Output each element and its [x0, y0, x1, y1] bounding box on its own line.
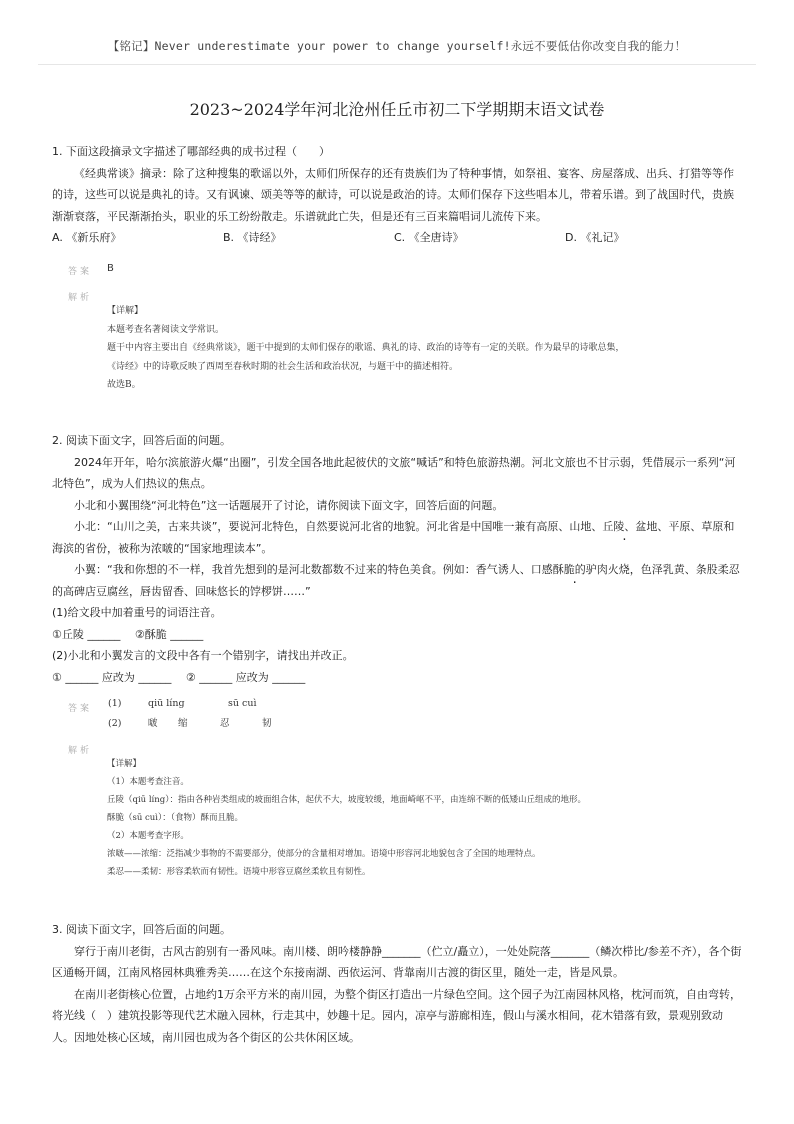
- explanation-line: 【详解】: [107, 306, 144, 316]
- answer-cell: 缩: [178, 718, 188, 729]
- explanation-line: 本题考查名著阅读文学常识。: [107, 324, 225, 335]
- question-2-explanation: [107, 755, 747, 881]
- explanation-line: 《诗经》中的诗歌反映了西周至春秋时期的社会生活和政治状况，与题干中的描述相符。: [107, 361, 459, 372]
- motto-header: 【铭记】Never underestimate your power to change yourself!永远不要低估你改变自我的能力！: [107, 39, 687, 53]
- emphasis-word: 丘陵: [602, 520, 625, 533]
- explanation-label: 解析: [68, 293, 93, 303]
- question-3-paragraph: 在南川老街核心位置，占地约1万余平方米的南川园，为整个街区打造出一片绿色空间。这个园子为江南园林风格，枕河而筑，自由弯转，将光线（ ）建筑投影等现代艺术融入园林，行走其中，妙趣十足。园内，凉亭与游廊相连，假山与溪水相间，花木错落有致，景观别致动人。因地处核心区域，南川园也成为各个街区的公共休闲区域。: [52, 987, 741, 1044]
- answer-cell: (1): [108, 698, 122, 709]
- text-run: 、盆地、平原、草原和海滨的省份，被称为浓啵的“国家地理读本”。: [52, 520, 735, 555]
- option-d: D. 《礼记》: [565, 231, 625, 244]
- explanation-line: 题干中内容主要出自《经典常谈》，题干中提到的太师们保存的歌谣、典礼的诗、政治的诗等有一定的关联。作为最早的诗歌总集，: [107, 343, 625, 353]
- header-divider: [38, 64, 756, 65]
- explanation-label: 解析: [68, 746, 93, 756]
- question-2-answer: [108, 694, 302, 734]
- text-run: 的驴肉火烧，色泽乳黄、条股柔忍的高碑店豆腐丝，唇齿留香、回味悠长的饽椤饼……”: [52, 563, 740, 598]
- explanation-line: （2）本题考查字形。: [107, 831, 189, 841]
- text-run: 小翼：“我和你想的不一样，我首先想到的是河北数都数不过来的特色美食。例如：香气诱人、口感: [74, 563, 553, 576]
- question-2-stem: 2. 阅读下面文字，回答后面的问题。: [52, 434, 231, 447]
- question-2-paragraph: [52, 559, 742, 602]
- text-run: 小北：“山川之美，古来共谈”，要说河北特色，自然要说河北省的地貌。河北省是中国唯一兼有高原、山地、: [74, 520, 603, 533]
- question-2-sub1-blanks: ①丘陵 ______ ②酥脆 ______: [52, 627, 204, 641]
- explanation-line: 柔忍——柔韧：形容柔软而有韧性。语境中形容豆腐丝柔软且有韧性。: [107, 867, 371, 877]
- answer-label: 答案: [68, 704, 93, 714]
- option-a: A. 《新乐府》: [52, 231, 122, 244]
- question-2-sub2: (2)小北和小翼发言的文段中各有一个错别字，请找出并改正。: [52, 649, 354, 662]
- answer-cell: (2): [108, 718, 122, 729]
- explanation-line: 丘陵（qiū líng）：指由各种岩类组成的坡面组合体，起伏不大，坡度较缓，地面崎岖不平，由连绵不断的低矮山丘组成的地形。: [107, 795, 586, 805]
- question-2-sub2-blanks: ① ______ 应改为 ______ ② ______ 应改为 ______: [52, 670, 306, 684]
- option-c: C. 《全唐诗》: [394, 231, 464, 244]
- emphasis-word: 酥脆: [552, 563, 575, 576]
- page-title: 2023~2024学年河北沧州任丘市初二下学期期末语文试卷: [189, 100, 605, 119]
- question-1-explanation: [107, 302, 747, 395]
- question-1: [52, 141, 742, 249]
- question-2-paragraph: [52, 516, 742, 559]
- question-1-stem: 1. 下面这段摘录文字描述了哪部经典的成书过程（ ）: [52, 145, 330, 158]
- question-3-stem: 3. 阅读下面文字，回答后面的问题。: [52, 923, 231, 936]
- question-2-paragraph: 小北和小翼围绕“河北特色”这一话题展开了讨论，请你阅读下面文字，回答后面的问题。: [74, 498, 504, 512]
- explanation-line: 酥脆（sū cuì）：（食物）酥而且脆。: [107, 813, 243, 823]
- question-1-options: [52, 227, 742, 249]
- question-3: [52, 919, 742, 1048]
- explanation-line: 【详解】: [107, 759, 142, 769]
- question-1-answer: B: [107, 263, 114, 274]
- answer-label: 答案: [68, 267, 93, 277]
- question-2: [52, 430, 742, 688]
- explanation-line: 浓啵——浓缩：泛指减少事物的不需要部分，使部分的含量相对增加。语境中形容河北地貌包含了全国的地理特点。: [107, 849, 541, 859]
- explanation-line: （1）本题考查注音。: [107, 777, 189, 787]
- explanation-line: 故选B。: [107, 380, 141, 390]
- option-b: B. 《诗经》: [223, 231, 282, 244]
- answer-row: [108, 694, 302, 714]
- answer-cell: 韧: [262, 718, 272, 729]
- answer-cell: sū cuì: [228, 698, 257, 709]
- answer-cell: qiū líng: [148, 698, 185, 709]
- question-2-sub1: (1)给文段中加着重号的词语注音。: [52, 606, 222, 619]
- answer-cell: 啵: [148, 718, 158, 729]
- question-1-passage: 《经典常谈》摘录：除了这种搜集的歌谣以外，太师们所保存的还有贵族们为了特种事情，如祭祖、宴客、房屋落成、出兵、打猎等等作的诗，这些可以说是典礼的诗。又有讽谏、颂美等等的献诗，可以说是政治的诗。太师们保存下这些唱本儿，带着乐谱。到了战国时代，贵族渐渐衰落，平民渐渐抬头，职业的乐工纷纷散走。乐谱就此亡失，但是还有三百来篇唱词儿流传下来。: [52, 166, 734, 223]
- question-3-paragraph: 穿行于南川老街，古风古韵别有一番风味。南川楼、朗吟楼静静_______（伫立/矗立），一处处院落_______（鳞次栉比/参差不齐），各个街区通畅开阔，江南风格园林典雅秀美……在这个东接南湖、西依运河、背靠南川古渡的街区里，随处一走，皆是风景。: [52, 944, 742, 979]
- question-2-paragraph: 2024年开年，哈尔滨旅游火爆“出圈”，引发全国各地此起彼伏的文旅“喊话”和特色旅游热潮。河北文旅也不甘示弱，凭借展示一系列“河北特色”，成为人们热议的焦点。: [52, 455, 736, 490]
- answer-cell: 忍: [220, 718, 230, 729]
- answer-row: [108, 714, 302, 734]
